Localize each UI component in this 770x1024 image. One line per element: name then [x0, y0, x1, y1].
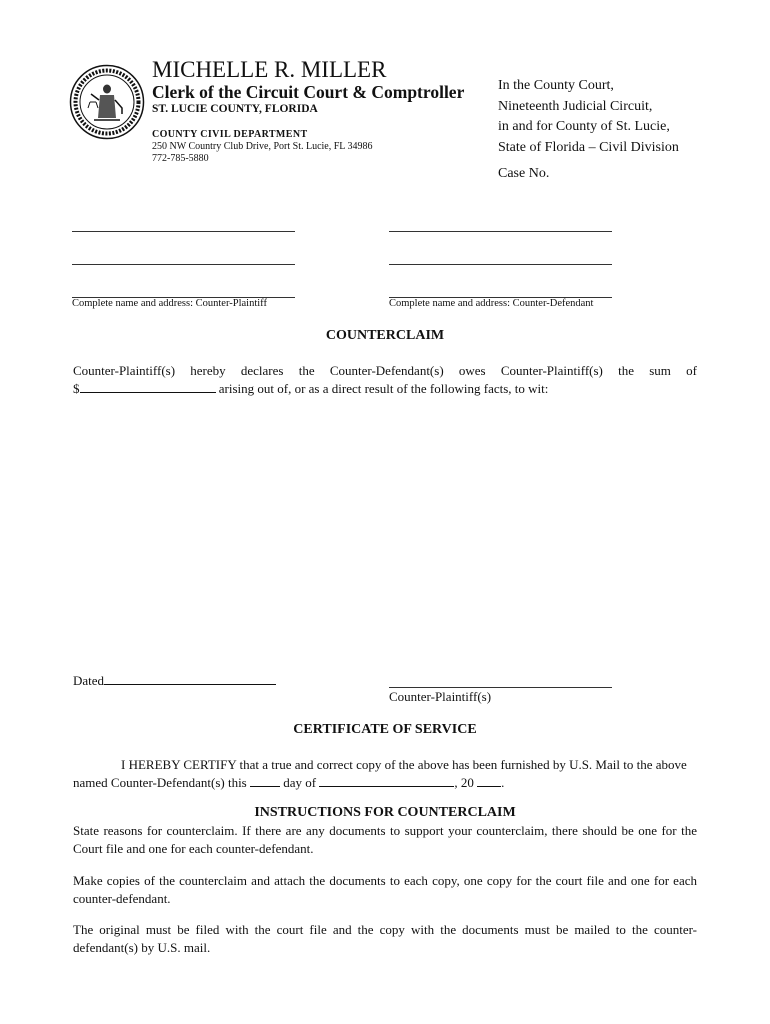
signature-caption: Counter-Plaintiff(s)	[389, 689, 492, 704]
court-line-4: State of Florida – Civil Division	[498, 139, 679, 155]
court-line-2: Nineteenth Judicial Circuit,	[498, 98, 653, 114]
certificate-text-part1: I HEREBY CERTIFY that a true and correct copy of the above has been furnished by U.S. Mail to the above named Counter-Defendant(s) this	[73, 757, 687, 790]
amount-blank[interactable]	[80, 381, 216, 393]
dated-label: Dated	[73, 673, 105, 688]
statement-continuation: arising out of, or as a direct result of the following facts, to wit:	[218, 381, 549, 396]
date-blank[interactable]	[104, 673, 276, 685]
clerk-name: MICHELLE R. MILLER	[152, 57, 387, 82]
month-blank[interactable]	[319, 775, 454, 787]
county-seal-logo	[69, 64, 145, 140]
counterclaim-statement-line2	[73, 380, 697, 398]
dated-row	[73, 673, 276, 689]
signature-line[interactable]	[389, 687, 612, 688]
plaintiff-line-1[interactable]	[72, 231, 295, 232]
certificate-text	[73, 756, 697, 791]
office-title: Clerk of the Circuit Court & Comptroller	[152, 82, 465, 102]
plaintiff-line-2[interactable]	[72, 264, 295, 265]
court-line-3: in and for County of St. Lucie,	[498, 119, 670, 134]
department-name: COUNTY CIVIL DEPARTMENT	[152, 129, 308, 140]
counterclaim-statement-line1: Counter-Plaintiff(s) hereby declares the Counter-Defendant(s) owes Counter-Plaintiff(s) the sum of	[73, 363, 697, 378]
certificate-text-end: .	[501, 774, 505, 790]
instructions-paragraph-3: The original must be filed with the court file and the copy with the documents must be mailed to the counter-defendant(s) by U.S. mail.	[73, 922, 697, 955]
defendant-line-2[interactable]	[389, 264, 612, 265]
defendant-line-1[interactable]	[389, 231, 612, 232]
court-designation	[498, 76, 679, 158]
certificate-title: CERTIFICATE OF SERVICE	[293, 722, 477, 737]
court-line-1: In the County Court,	[498, 78, 614, 93]
case-number-label: Case No.	[498, 166, 550, 181]
day-blank[interactable]	[250, 775, 280, 787]
department-address: 250 NW Country Club Drive, Port St. Lucie, FL 34986	[152, 141, 373, 152]
defendant-caption: Complete name and address: Counter-Defendant	[389, 298, 594, 309]
counterclaim-title: COUNTERCLAIM	[325, 328, 445, 343]
year-blank[interactable]	[477, 775, 501, 787]
instructions-title: INSTRUCTIONS FOR COUNTERCLAIM	[254, 805, 516, 820]
instructions-paragraph-1: State reasons for counterclaim. If there are any documents to support your counterclaim, there should be one for the Court file and one for each counter-defendant.	[73, 823, 697, 856]
plaintiff-caption: Complete name and address: Counter-Plaintiff	[72, 298, 267, 309]
currency-symbol: $	[73, 381, 80, 396]
certificate-text-part2: day of	[283, 774, 317, 790]
certificate-text-part3: , 20	[454, 774, 474, 790]
instructions-paragraph-2: Make copies of the counterclaim and attach the documents to each copy, one copy for the court file and one for each counter-defendant.	[73, 873, 697, 906]
county-name: ST. LUCIE COUNTY, FLORIDA	[152, 103, 318, 115]
department-phone: 772-785-5880	[152, 153, 209, 164]
